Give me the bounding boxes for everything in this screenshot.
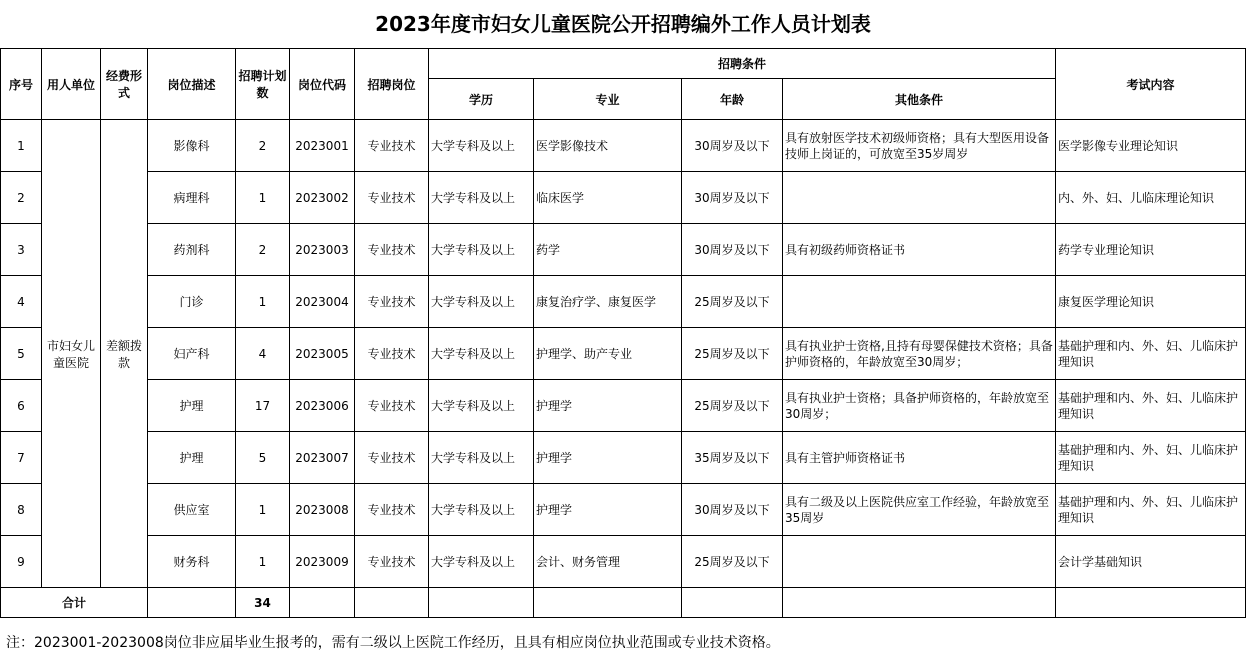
total-label: 合计 (1, 588, 148, 618)
recruitment-table (0, 48, 1246, 618)
cell-age: 30周岁及以下 (682, 224, 783, 276)
cell-post: 专业技术 (355, 276, 429, 328)
header-major: 专业 (534, 79, 682, 120)
total-empty-cell (355, 588, 429, 618)
cell-post: 专业技术 (355, 224, 429, 276)
cell-age: 25周岁及以下 (682, 536, 783, 588)
table-row (1, 276, 1246, 328)
cell-exam: 康复医学理论知识 (1056, 276, 1246, 328)
header-unit: 用人单位 (42, 49, 101, 120)
cell-major: 临床医学 (534, 172, 682, 224)
cell-funding: 差额拨款 (101, 120, 148, 588)
cell-desc: 门诊 (148, 276, 236, 328)
cell-seq: 3 (1, 224, 42, 276)
cell-age: 25周岁及以下 (682, 276, 783, 328)
header-conditions: 招聘条件 (429, 49, 1056, 79)
cell-count: 2 (236, 224, 290, 276)
footnote: 注：2023001-2023008岗位非应届毕业生报考的，需有二级以上医院工作经历，且具有相应岗位执业范围或专业技术资格。 (6, 635, 780, 651)
cell-edu: 大学专科及以上 (429, 432, 534, 484)
cell-desc: 供应室 (148, 484, 236, 536)
table-row (1, 484, 1246, 536)
header-row (1, 49, 1246, 79)
cell-exam: 基础护理和内、外、妇、儿临床护理知识 (1056, 484, 1246, 536)
table-row (1, 120, 1246, 172)
cell-post: 专业技术 (355, 484, 429, 536)
table-row (1, 328, 1246, 380)
table-body (1, 120, 1246, 588)
total-empty-cell (1056, 588, 1246, 618)
cell-code: 2023006 (290, 380, 355, 432)
cell-exam: 基础护理和内、外、妇、儿临床护理知识 (1056, 328, 1246, 380)
table-row (1, 172, 1246, 224)
cell-seq: 4 (1, 276, 42, 328)
total-empty-cell (682, 588, 783, 618)
cell-major: 护理学 (534, 484, 682, 536)
header-other: 其他条件 (783, 79, 1056, 120)
cell-count: 1 (236, 276, 290, 328)
cell-desc: 病理科 (148, 172, 236, 224)
cell-code: 2023007 (290, 432, 355, 484)
cell-age: 35周岁及以下 (682, 432, 783, 484)
cell-edu: 大学专科及以上 (429, 224, 534, 276)
cell-seq: 9 (1, 536, 42, 588)
cell-code: 2023004 (290, 276, 355, 328)
cell-unit: 市妇女儿童医院 (42, 120, 101, 588)
cell-post: 专业技术 (355, 328, 429, 380)
cell-exam: 基础护理和内、外、妇、儿临床护理知识 (1056, 380, 1246, 432)
cell-count: 4 (236, 328, 290, 380)
cell-other: 具有放射医学技术初级师资格；具有大型医用设备技师上岗证的，可放宽至35岁周岁 (783, 120, 1056, 172)
cell-other: 具有二级及以上医院供应室工作经验，年龄放宽至35周岁 (783, 484, 1056, 536)
cell-other: 具有初级药师资格证书 (783, 224, 1056, 276)
cell-edu: 大学专科及以上 (429, 484, 534, 536)
cell-post: 专业技术 (355, 172, 429, 224)
cell-major: 会计、财务管理 (534, 536, 682, 588)
header-count: 招聘计划数 (236, 49, 290, 120)
cell-code: 2023003 (290, 224, 355, 276)
table-row (1, 432, 1246, 484)
cell-major: 护理学 (534, 380, 682, 432)
cell-edu: 大学专科及以上 (429, 276, 534, 328)
cell-seq: 6 (1, 380, 42, 432)
table-row (1, 536, 1246, 588)
cell-desc: 妇产科 (148, 328, 236, 380)
cell-seq: 8 (1, 484, 42, 536)
cell-exam: 医学影像专业理论知识 (1056, 120, 1246, 172)
cell-edu: 大学专科及以上 (429, 172, 534, 224)
cell-count: 1 (236, 536, 290, 588)
cell-post: 专业技术 (355, 536, 429, 588)
cell-code: 2023002 (290, 172, 355, 224)
cell-edu: 大学专科及以上 (429, 380, 534, 432)
page-title: 2023年度市妇女儿童医院公开招聘编外工作人员计划表 (375, 12, 871, 36)
total-empty-cell (534, 588, 682, 618)
cell-edu: 大学专科及以上 (429, 328, 534, 380)
cell-exam: 会计学基础知识 (1056, 536, 1246, 588)
cell-age: 25周岁及以下 (682, 328, 783, 380)
cell-edu: 大学专科及以上 (429, 120, 534, 172)
header-edu: 学历 (429, 79, 534, 120)
cell-exam: 药学专业理论知识 (1056, 224, 1246, 276)
cell-major: 医学影像技术 (534, 120, 682, 172)
cell-desc: 护理 (148, 432, 236, 484)
cell-desc: 护理 (148, 380, 236, 432)
header-seq: 序号 (1, 49, 42, 120)
cell-seq: 7 (1, 432, 42, 484)
cell-other (783, 172, 1056, 224)
cell-count: 1 (236, 172, 290, 224)
total-empty-cell (429, 588, 534, 618)
header-exam: 考试内容 (1056, 49, 1246, 120)
header-funding: 经费形式 (101, 49, 148, 120)
header-post: 招聘岗位 (355, 49, 429, 120)
cell-major: 护理学 (534, 432, 682, 484)
cell-post: 专业技术 (355, 120, 429, 172)
cell-age: 30周岁及以下 (682, 120, 783, 172)
cell-desc: 财务科 (148, 536, 236, 588)
cell-code: 2023001 (290, 120, 355, 172)
total-value: 34 (236, 588, 290, 618)
cell-other: 具有执业护士资格,且持有母婴保健技术资格；具备护师资格的，年龄放宽至30周岁； (783, 328, 1056, 380)
header-code: 岗位代码 (290, 49, 355, 120)
cell-count: 5 (236, 432, 290, 484)
cell-seq: 1 (1, 120, 42, 172)
cell-exam: 基础护理和内、外、妇、儿临床护理知识 (1056, 432, 1246, 484)
total-empty-cell (783, 588, 1056, 618)
total-row (1, 588, 1246, 618)
cell-desc: 药剂科 (148, 224, 236, 276)
cell-post: 专业技术 (355, 380, 429, 432)
cell-other: 具有执业护士资格；具备护师资格的，年龄放宽至30周岁； (783, 380, 1056, 432)
cell-exam: 内、外、妇、儿临床理论知识 (1056, 172, 1246, 224)
cell-seq: 2 (1, 172, 42, 224)
cell-other: 具有主管护师资格证书 (783, 432, 1056, 484)
cell-other (783, 536, 1056, 588)
total-empty-cell (148, 588, 236, 618)
cell-desc: 影像科 (148, 120, 236, 172)
cell-code: 2023005 (290, 328, 355, 380)
cell-major: 护理学、助产专业 (534, 328, 682, 380)
cell-code: 2023008 (290, 484, 355, 536)
cell-count: 1 (236, 484, 290, 536)
cell-age: 30周岁及以下 (682, 172, 783, 224)
cell-count: 17 (236, 380, 290, 432)
cell-major: 药学 (534, 224, 682, 276)
header-desc: 岗位描述 (148, 49, 236, 120)
cell-post: 专业技术 (355, 432, 429, 484)
total-empty-cell (290, 588, 355, 618)
cell-seq: 5 (1, 328, 42, 380)
cell-major: 康复治疗学、康复医学 (534, 276, 682, 328)
header-age: 年龄 (682, 79, 783, 120)
cell-age: 25周岁及以下 (682, 380, 783, 432)
cell-age: 30周岁及以下 (682, 484, 783, 536)
cell-edu: 大学专科及以上 (429, 536, 534, 588)
table-row (1, 380, 1246, 432)
cell-code: 2023009 (290, 536, 355, 588)
cell-count: 2 (236, 120, 290, 172)
cell-other (783, 276, 1056, 328)
table-row (1, 224, 1246, 276)
